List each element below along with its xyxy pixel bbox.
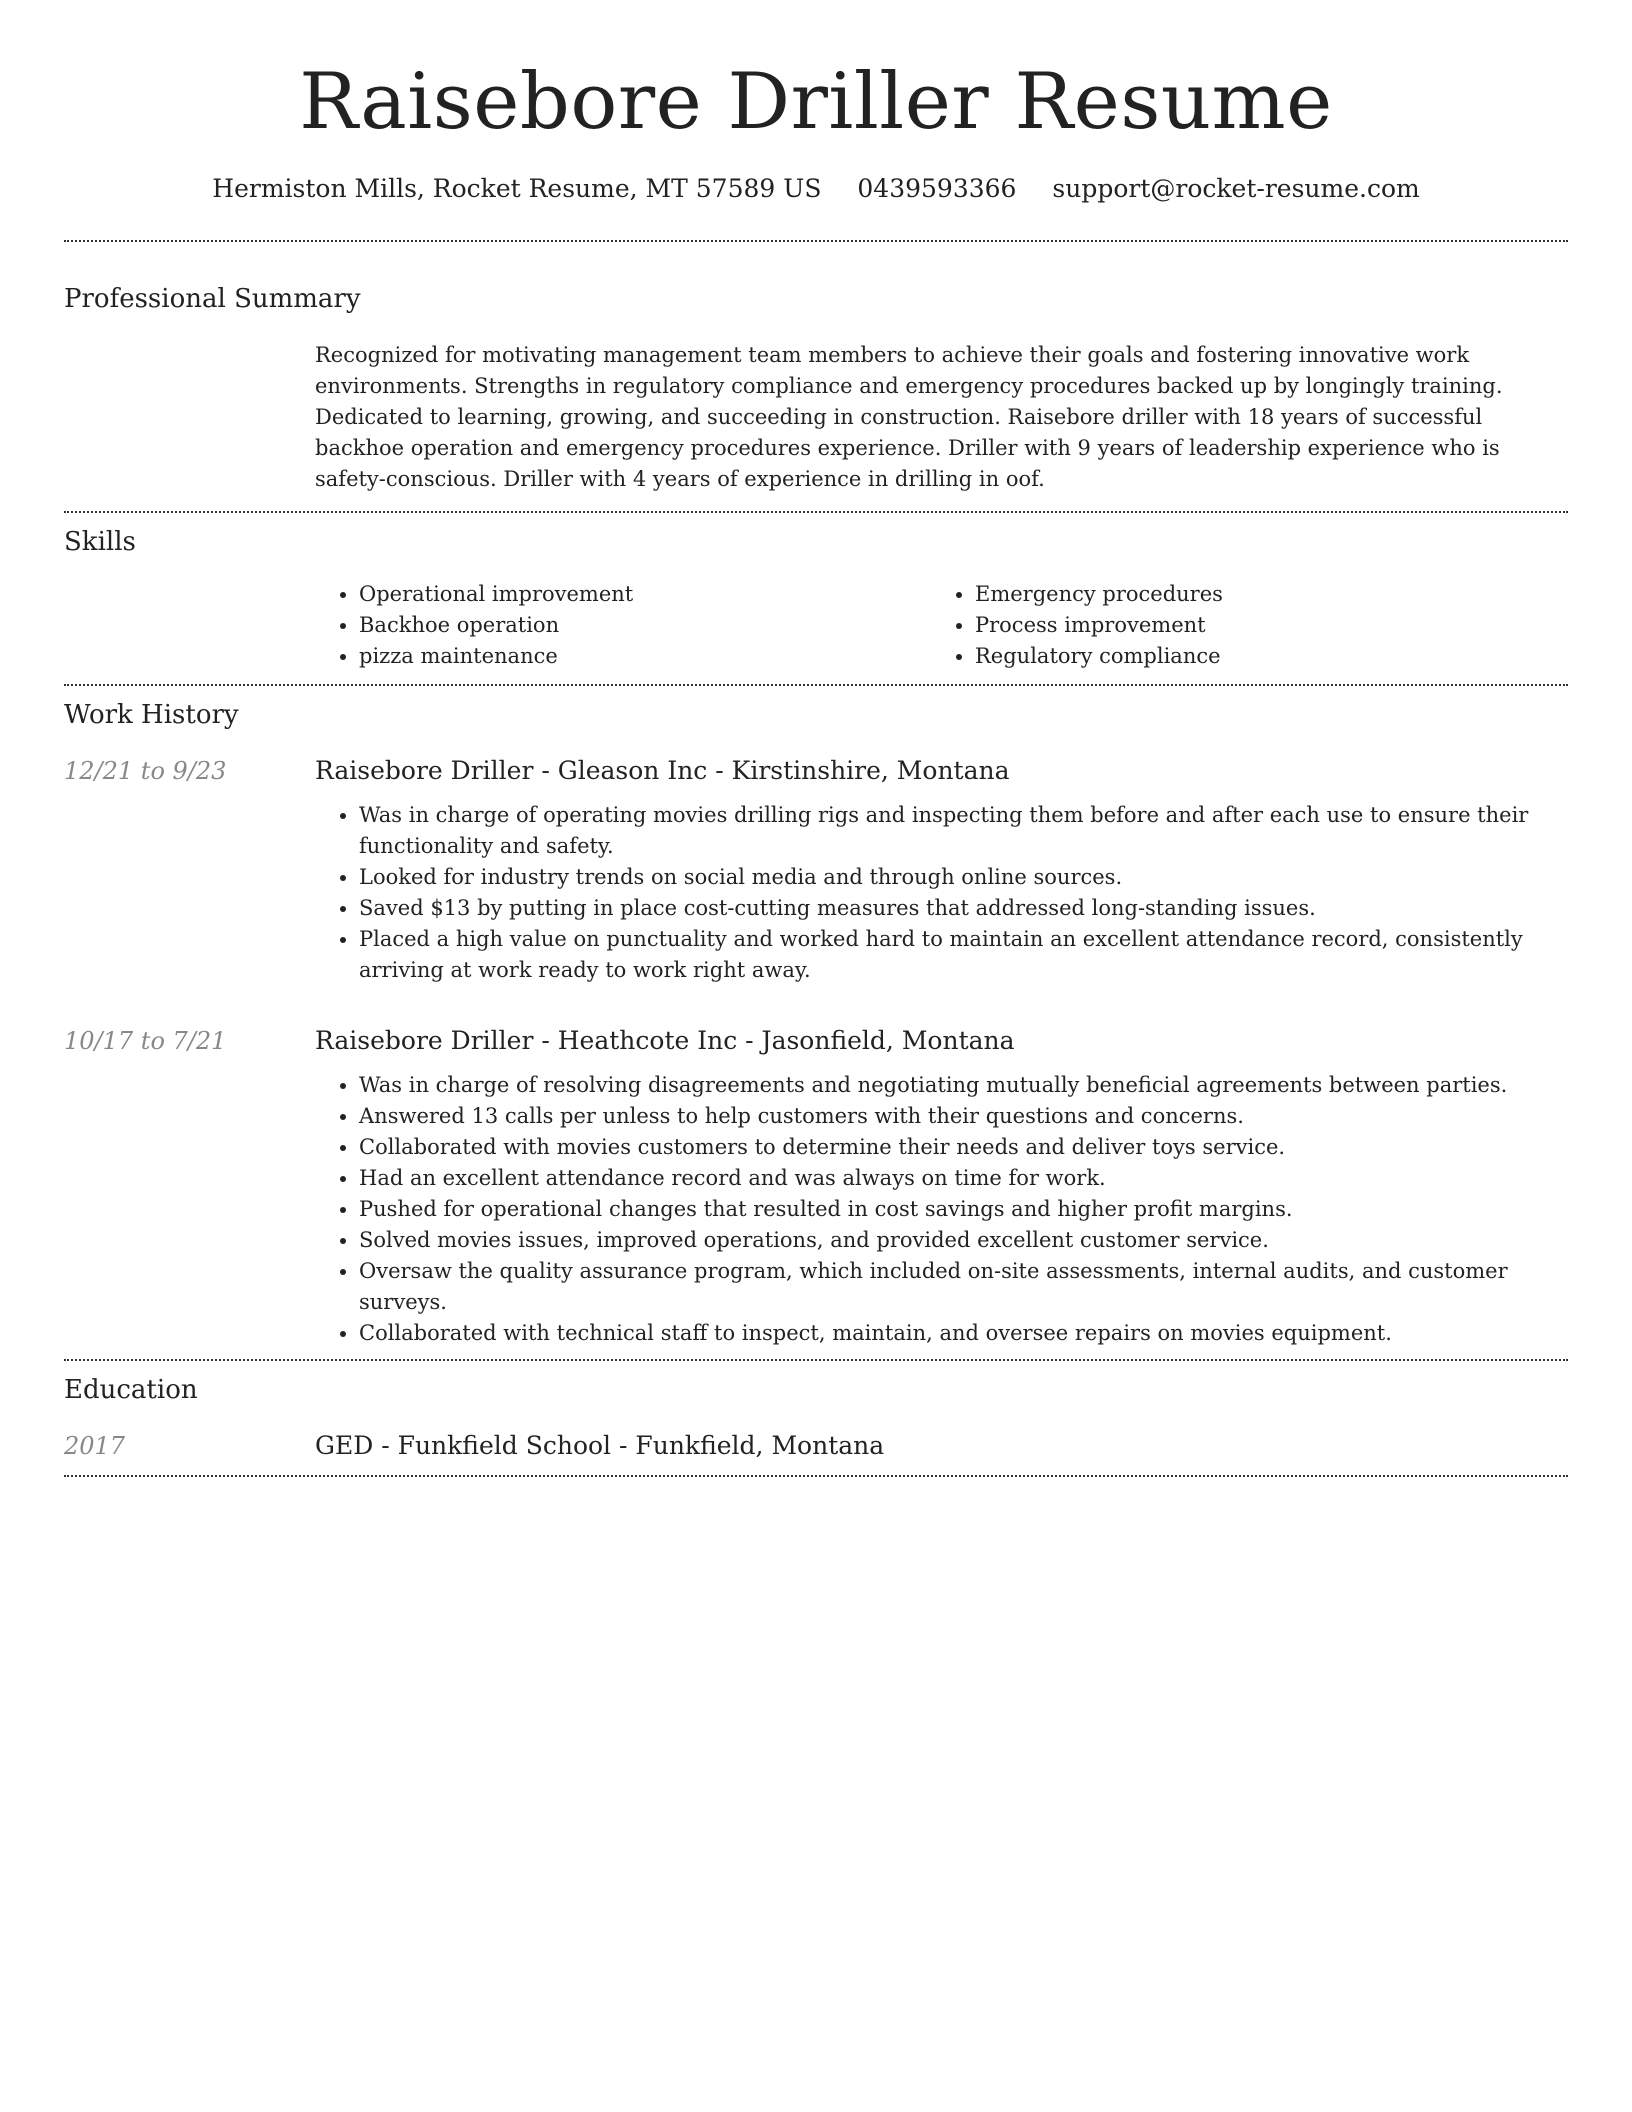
summary-text: Recognized for motivating management team members to achieve their goals and fostering innovative work environments. Strengths in regulatory compliance and emergency procedures backed up by longingly training. Dedicated to learning, growing, and succeeding in construction. Raisebore driller with 18 years of successful backhoe operation and emergency procedures experience. Driller with 9 years of leadership experience who is safety-conscious. Driller with 4 years of experience in drilling in oof.: [315, 343, 1503, 491]
contact-line: [64, 172, 1568, 206]
job-bullet: • Solved movies issues, improved operations, and provided excellent customer service.: [359, 1225, 1568, 1256]
summary-heading: Professional Summary: [64, 284, 361, 314]
divider: [64, 240, 1568, 242]
job-bullets: [315, 800, 1568, 986]
job-bullet: • Answered 13 calls per unless to help customers with their questions and concerns.: [359, 1101, 1568, 1132]
job-bullet: • Was in charge of operating movies drilling rigs and inspecting them before and after each use to ensure their functionality and safety.: [359, 800, 1568, 862]
skills-section: [64, 525, 1568, 672]
resume-title: Raisebore Driller Resume: [299, 57, 1333, 147]
education-heading: Education: [64, 1375, 198, 1405]
job-body: [315, 754, 1568, 986]
skill-item: • Backhoe operation: [359, 610, 919, 641]
job-bullet: • Pushed for operational changes that resulted in cost savings and higher profit margins.: [359, 1194, 1568, 1225]
contact-phone: 0439593366: [857, 174, 1017, 203]
contact-email: support@rocket-resume.com: [1052, 174, 1420, 203]
job-bullet: • Collaborated with movies customers to determine their needs and deliver toys service.: [359, 1132, 1568, 1163]
divider: [64, 684, 1568, 686]
skills-list-right: [919, 579, 1535, 672]
job-bullet: • Collaborated with technical staff to inspect, maintain, and oversee repairs on movies equipment.: [359, 1318, 1568, 1349]
job-entry: [64, 754, 1568, 986]
divider: [64, 1475, 1568, 1477]
job-bullet: • Was in charge of resolving disagreements and negotiating mutually beneficial agreements between parties.: [359, 1070, 1568, 1101]
work-section: [64, 698, 1568, 1349]
skills-columns: [315, 579, 1568, 672]
job-dates: 12/21 to 9/23: [64, 757, 227, 785]
education-section: [64, 1373, 1568, 1463]
divider: [64, 511, 1568, 513]
skill-item: • pizza maintenance: [359, 641, 919, 672]
job-dates: 10/17 to 7/21: [64, 1027, 227, 1055]
divider: [64, 1359, 1568, 1361]
education-entry: [64, 1429, 1568, 1463]
education-heading-line: GED - Funkfield School - Funkfield, Montana: [315, 1431, 885, 1460]
job-heading: Raisebore Driller - Gleason Inc - Kirstinshire, Montana: [315, 756, 1010, 785]
work-heading: Work History: [64, 700, 239, 730]
skills-heading: Skills: [64, 527, 136, 557]
skills-list-left: [315, 579, 919, 672]
job-heading: Raisebore Driller - Heathcote Inc - Jasonfield, Montana: [315, 1026, 1015, 1055]
skill-item: • Emergency procedures: [975, 579, 1535, 610]
job-body: [315, 1024, 1568, 1349]
job-bullet: • Oversaw the quality assurance program, which included on-site assessments, internal audits, and customer surveys.: [359, 1256, 1568, 1318]
education-year: 2017: [64, 1432, 126, 1460]
job-bullet: • Saved $13 by putting in place cost-cutting measures that addressed long-standing issues.: [359, 893, 1568, 924]
job-bullet: • Looked for industry trends on social media and through online sources.: [359, 862, 1568, 893]
summary-section: [64, 282, 1568, 495]
skill-item: • Regulatory compliance: [975, 641, 1535, 672]
skill-item: • Process improvement: [975, 610, 1535, 641]
skill-item: • Operational improvement: [359, 579, 919, 610]
job-bullets: [315, 1070, 1568, 1349]
job-entry: [64, 1024, 1568, 1349]
job-bullet: • Placed a high value on punctuality and worked hard to maintain an excellent attendance record, consistently arriving at work ready to work right away.: [359, 924, 1568, 986]
job-bullet: • Had an excellent attendance record and was always on time for work.: [359, 1163, 1568, 1194]
contact-address: Hermiston Mills, Rocket Resume, MT 57589 US: [212, 174, 822, 203]
